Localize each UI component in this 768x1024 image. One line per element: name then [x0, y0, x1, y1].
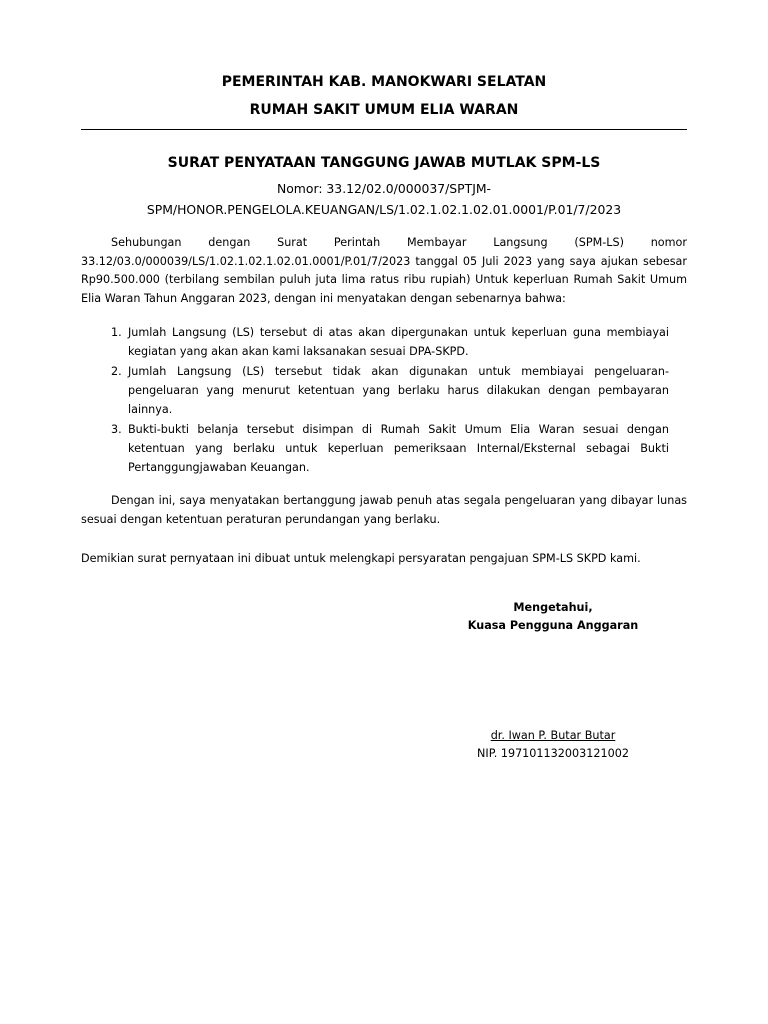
document-number-line-1: Nomor: 33.12/02.0/000037/SPTJM-: [276, 181, 492, 196]
list-item: [111, 323, 669, 361]
signature-role: Kuasa Pengguna Anggaran: [467, 619, 639, 632]
signatory-nip: NIP. 197101132003121002: [477, 747, 629, 760]
final-paragraph: Demikian surat pernyataan ini dibuat untuk melengkapi persyaratan pengajuan SPM-LS SKPD kami.: [81, 552, 641, 565]
closing-paragraph: Dengan ini, saya menyatakan bertanggung jawab penuh atas segala pengeluaran yang dibayar lunas sesuai dengan ketentuan peraturan perundangan yang berlaku.: [81, 494, 687, 526]
intro-paragraph: Sehubungan dengan Surat Perintah Membayar Langsung (SPM-LS) nomor 33.12/03.0/000039/LS/1.02.1.02.1.02.01.0001/P.01/7/2023 tanggal 05 Juli 2023 yang saya ajukan sebesar Rp90.500.000 (terbilang sembilan puluh juta lima ratus ribu rupiah) Untuk keperluan Rumah Sakit Umum Elia Waran Tahun Anggaran 2023, dengan ini menyatakan dengan sebenarnya bahwa:: [81, 236, 687, 305]
list-item-number: 3.: [111, 423, 122, 436]
signature-acknowledged: Mengetahui,: [513, 601, 593, 614]
list-item-text: Jumlah Langsung (LS) tersebut tidak akan digunakan untuk membiayai pengeluaran-pengeluaran yang menurut ketentuan yang berlaku harus dilakukan dengan pembayaran lainnya.: [128, 365, 669, 416]
signatory-name: dr. Iwan P. Butar Butar: [490, 729, 616, 742]
document-number-line-2: SPM/HONOR.PENGELOLA.KEUANGAN/LS/1.02.1.02.1.02.01.0001/P.01/7/2023: [146, 201, 622, 217]
document-number: [81, 179, 687, 220]
header-divider: [81, 129, 687, 130]
hospital-name: RUMAH SAKIT UMUM ELIA WARAN: [249, 102, 519, 118]
list-item-text: Jumlah Langsung (LS) tersebut di atas akan dipergunakan untuk keperluan guna membiayai kegiatan yang akan akan kami laksanakan sesuai DPA-SKPD.: [128, 326, 669, 358]
list-item: [111, 362, 669, 419]
list-item-number: 1.: [111, 326, 122, 339]
document-page: [81, 0, 687, 1024]
list-item-text: Bukti-bukti belanja tersebut disimpan di Rumah Sakit Umum Elia Waran sesuai dengan ketentuan yang berlaku untuk keperluan pemeriksaan Internal/Eksternal sebagai Bukti Pertanggungjawaban Keuangan.: [128, 423, 669, 474]
government-name: PEMERINTAH KAB. MANOKWARI SELATAN: [221, 74, 547, 90]
list-item: [111, 420, 669, 477]
list-item-number: 2.: [111, 365, 122, 378]
statement-list: [111, 323, 669, 478]
document-title: SURAT PENYATAAN TANGGUNG JAWAB MUTLAK SPM-LS: [167, 155, 601, 171]
